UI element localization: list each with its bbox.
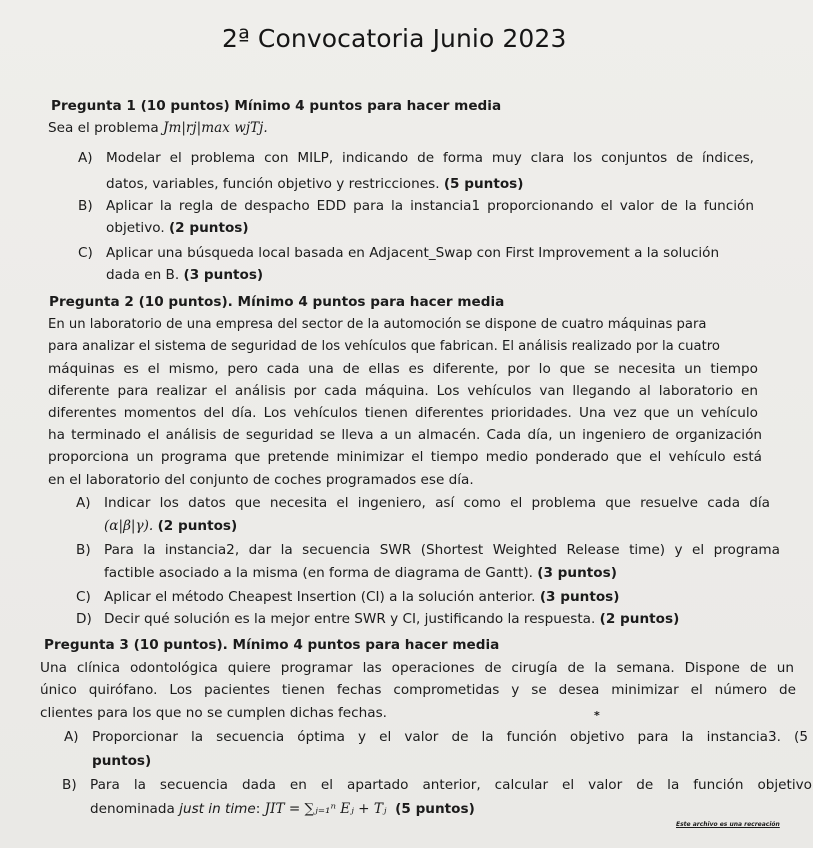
q1-option-b <box>78 197 754 215</box>
option-text: Aplicar una búsqueda local basada en Adjacent_Swap con First Improvement a la solución <box>106 245 720 261</box>
option-text: Indicar los datos que necesita el ingeniero, así como el problema que resuelve cada día <box>104 495 770 511</box>
option-text: denominada <box>90 801 180 817</box>
option-em: just in time <box>179 801 256 817</box>
q2-para-line: proporciona un programa que pretende minimizar el tiempo medio ponderado que el vehículo está <box>48 449 762 465</box>
option-text: Decir qué solución es la mejor entre SWR y CI, justificando la respuesta. <box>104 611 596 627</box>
pen-mark: * <box>594 709 600 722</box>
q2-option-b-cont <box>104 564 617 582</box>
q2-option-a <box>76 494 770 512</box>
q3-option-a <box>64 728 808 746</box>
q1-option-c <box>78 244 719 262</box>
option-text: Modelar el problema con MILP, indicando de forma muy clara los conjuntos de índices, <box>106 150 754 166</box>
q2-para-line: diferente para realizar el análisis por cada máquina. Los vehículos van llegando al laboratorio en <box>48 383 758 399</box>
q3-option-a-cont: puntos) <box>92 753 152 769</box>
option-points: (5 puntos) <box>443 176 524 192</box>
q1-option-a-cont <box>106 175 523 193</box>
q3-para-line: Una clínica odontológica quiere programar las operaciones de cirugía de la semana. Dispone de un <box>40 660 794 676</box>
q3-para-line: único quirófano. Los pacientes tienen fechas comprometidas y se desea minimizar el número de <box>40 682 796 698</box>
q2-para-line: En un laboratorio de una empresa del sector de la automoción se dispone de cuatro máquinas para <box>48 317 707 332</box>
option-label: C) <box>78 245 93 261</box>
q2-para-line: ha terminado el análisis de seguridad se lleva a un almacén. Cada día, un ingeniero de organización <box>48 427 762 443</box>
option-points: (2 puntos) <box>168 220 249 236</box>
q1-intro-text: Sea el problema <box>48 120 164 136</box>
q2-para-line: en el laboratorio del conjunto de coches programados ese día. <box>48 472 474 488</box>
q1-option-c-cont <box>106 266 263 284</box>
option-label: A) <box>78 150 93 166</box>
q1-intro-math: Jm|rj|max wjTj. <box>163 120 268 136</box>
option-points: (3 puntos) <box>183 267 264 283</box>
option-text: Para la instancia2, dar la secuencia SWR (Shortest Weighted Release time) y el programa <box>104 542 780 558</box>
option-label: A) <box>76 495 91 511</box>
option-text: Para la secuencia dada en el apartado anterior, calcular el valor de la función objetivo <box>90 777 812 793</box>
q2-option-b <box>76 541 780 559</box>
q3-option-b-cont <box>90 800 475 818</box>
q3-header: Pregunta 3 (10 puntos). Mínimo 4 puntos para hacer media <box>44 637 500 653</box>
option-math: (α|β|γ). <box>104 518 154 534</box>
q2-para-line: diferentes momentos del día. Los vehículos tienen diferentes prioridades. Una vez que un vehículo <box>48 405 758 421</box>
option-text: dada en B. <box>106 267 180 283</box>
option-points: (3 puntos) <box>539 589 620 605</box>
option-label: B) <box>62 777 77 793</box>
option-text: : <box>255 801 265 817</box>
q2-option-a-cont <box>104 517 237 535</box>
option-text: Proporcionar la secuencia óptima y el valor de la función objetivo para la instancia3. (5 <box>92 729 808 745</box>
q1-option-a <box>78 149 754 167</box>
option-points: (2 puntos) <box>157 518 238 534</box>
option-label: B) <box>78 198 93 214</box>
option-text: Aplicar el método Cheapest Insertion (CI) a la solución anterior. <box>104 589 536 605</box>
option-label: B) <box>76 542 91 558</box>
q1-option-b-cont <box>106 219 249 237</box>
page-title: 2ª Convocatoria Junio 2023 <box>222 24 567 53</box>
option-text: factible asociado a la misma (en forma de diagrama de Gantt). <box>104 565 533 581</box>
q2-para-line: máquinas es el mismo, pero cada una de ellas es diferente, por lo que se necesita un tiempo <box>48 361 758 377</box>
q3-para-line: clientes para los que no se cumplen dichas fechas. <box>40 705 387 721</box>
option-math: JIT = ∑ⱼ₌₁ⁿ Eⱼ + Tⱼ <box>264 801 387 817</box>
q2-header: Pregunta 2 (10 puntos). Mínimo 4 puntos para hacer media <box>49 294 505 310</box>
q2-para-line: para analizar el sistema de seguridad de los vehículos que fabrican. El análisis realizado por la cuatro <box>48 339 720 354</box>
option-points: (2 puntos) <box>599 611 680 627</box>
option-text: Aplicar la regla de despacho EDD para la instancia1 proporcionando el valor de la función <box>106 198 754 214</box>
option-points: (5 puntos) <box>395 801 475 817</box>
option-label: D) <box>76 611 92 627</box>
option-points: (3 puntos) <box>537 565 617 581</box>
q1-header: Pregunta 1 (10 puntos) Mínimo 4 puntos para hacer media <box>51 98 502 114</box>
option-label: A) <box>64 729 79 745</box>
option-text: objetivo. <box>106 220 165 236</box>
q2-option-c <box>76 588 619 606</box>
option-label: C) <box>76 589 91 605</box>
q3-option-b <box>62 776 812 794</box>
footer-note: Este archivo es una recreación <box>676 821 780 828</box>
option-text: datos, variables, función objetivo y restricciones. <box>106 176 440 192</box>
q2-option-d <box>76 610 679 628</box>
q1-intro <box>48 119 268 137</box>
